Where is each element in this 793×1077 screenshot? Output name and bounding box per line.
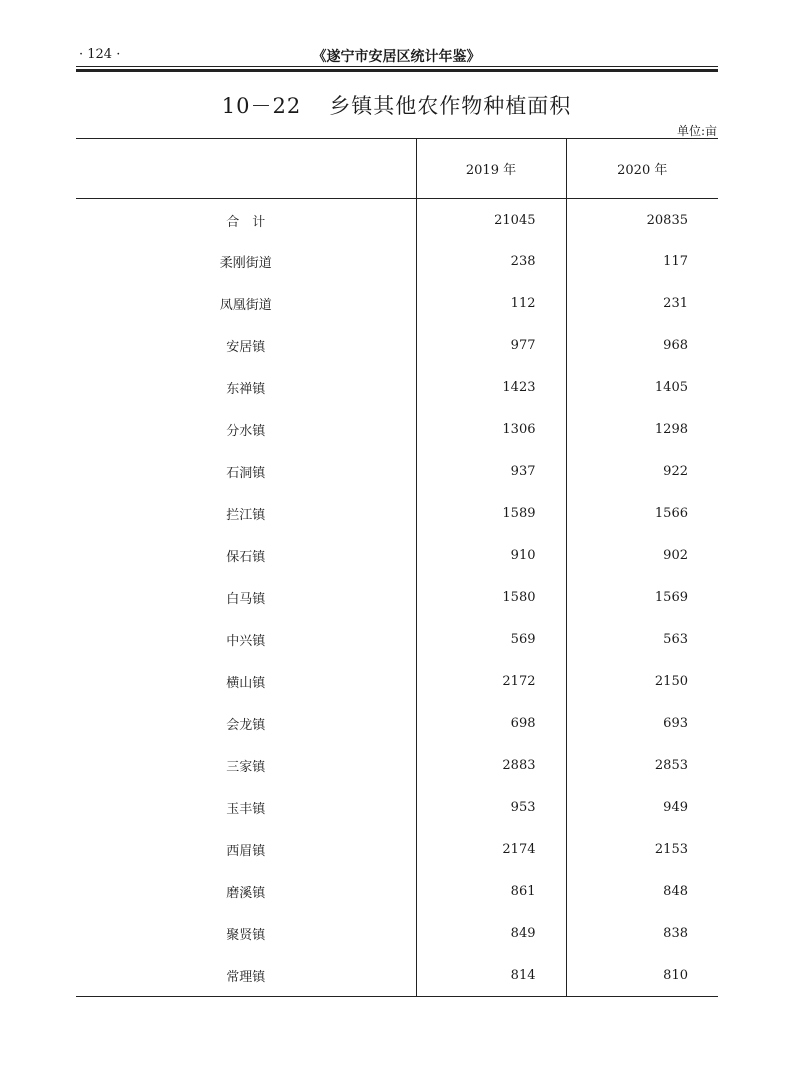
value-2020: 902 [566,535,718,577]
table-row [76,325,718,367]
value-2020: 231 [566,283,718,325]
row-name: 聚贤镇 [226,928,266,943]
row-name: 西眉镇 [226,844,266,859]
table-row [76,451,718,493]
value-2020: 949 [566,787,718,829]
data-table [76,138,718,997]
value-2019: 937 [416,451,566,493]
table-title-text: 乡镇其他农作物种植面积 [329,94,572,118]
table-title [0,90,793,120]
value-2020: 117 [566,241,718,283]
value-2019: 861 [416,871,566,913]
value-2020: 1298 [566,409,718,451]
table-row [76,409,718,451]
row-name: 三家镇 [226,760,266,775]
header-rule-thick [76,69,718,72]
value-2019: 1423 [416,367,566,409]
value-2019: 2883 [416,745,566,787]
row-name: 保石镇 [226,550,266,565]
column-header-name [76,139,416,199]
value-2020: 848 [566,871,718,913]
value-2019: 849 [416,913,566,955]
value-2020: 563 [566,619,718,661]
table-row [76,913,718,955]
row-name: 横山镇 [226,676,266,691]
value-2019: 698 [416,703,566,745]
table-row [76,703,718,745]
column-header-2020: 2020 年 [566,139,718,199]
value-2020: 1405 [566,367,718,409]
value-2019: 814 [416,955,566,997]
table-row [76,955,718,997]
row-name: 安居镇 [226,340,266,355]
row-name: 东禅镇 [226,382,266,397]
row-name: 分水镇 [226,424,266,439]
table-row [76,619,718,661]
table-header-row [76,139,718,199]
row-name: 磨溪镇 [226,886,266,901]
table-row [76,787,718,829]
value-2020: 1566 [566,493,718,535]
book-title: 《遂宁市安居区统计年鉴》 [312,49,481,65]
header-rule-thin [76,66,718,67]
value-2019: 953 [416,787,566,829]
row-name: 白马镇 [226,592,266,607]
value-2020: 693 [566,703,718,745]
value-2020: 838 [566,913,718,955]
table-row [76,367,718,409]
value-2020: 2150 [566,661,718,703]
table-body [76,199,718,997]
row-name: 合 计 [226,215,266,231]
column-header-2019: 2019 年 [416,139,566,199]
value-2020: 2153 [566,829,718,871]
table-row [76,577,718,619]
value-2019: 112 [416,283,566,325]
table-row [76,745,718,787]
table-row [76,535,718,577]
value-2020: 20835 [566,199,718,241]
table-row [76,493,718,535]
value-2020: 922 [566,451,718,493]
row-name: 常理镇 [76,955,416,997]
table-row [76,829,718,871]
value-2020: 810 [566,955,718,997]
value-2020: 2853 [566,745,718,787]
unit-label: 单位:亩 [676,124,717,138]
row-name: 会龙镇 [226,718,266,733]
value-2019: 2174 [416,829,566,871]
value-2019: 1589 [416,493,566,535]
table-row [76,241,718,283]
value-2019: 910 [416,535,566,577]
row-name: 中兴镇 [226,634,266,649]
row-name: 玉丰镇 [226,802,266,817]
value-2020: 968 [566,325,718,367]
value-2019: 238 [416,241,566,283]
row-name: 石洞镇 [226,466,266,481]
row-name: 拦江镇 [226,508,266,523]
table-number: 10－22 [221,94,302,118]
table-row [76,871,718,913]
value-2019: 21045 [416,199,566,241]
value-2019: 1580 [416,577,566,619]
row-name: 凤凰街道 [219,298,272,313]
page-number: · 124 · [79,47,121,62]
value-2019: 1306 [416,409,566,451]
table-row [76,199,718,241]
table-row [76,283,718,325]
value-2019: 569 [416,619,566,661]
table-row [76,661,718,703]
value-2020: 1569 [566,577,718,619]
value-2019: 2172 [416,661,566,703]
row-name: 柔刚街道 [219,256,272,271]
value-2019: 977 [416,325,566,367]
